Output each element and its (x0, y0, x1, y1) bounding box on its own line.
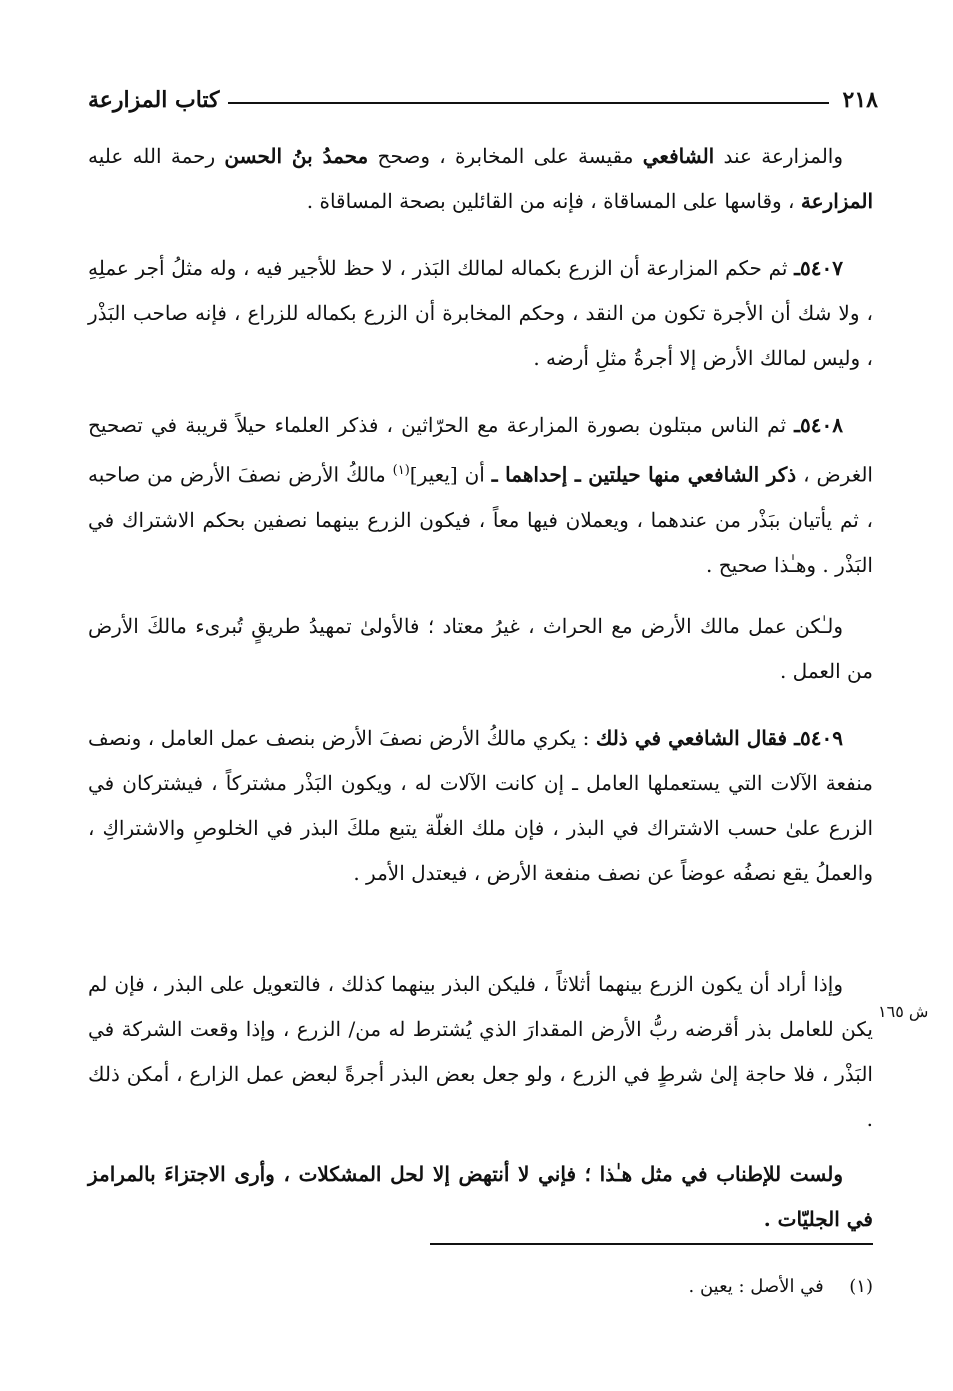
paragraph-5407 (88, 246, 873, 381)
p1-text-4: ، وقاسها على المساقاة ، فإنه من القائلين بصحة المساقاة . (306, 189, 801, 213)
body-block-5 (88, 716, 873, 896)
paragraph-6: وإذا أراد أن يكون الزرع بينهما أثلاثاً ، فليكن البذر بينهما كذلك ، فالتعويل على البذر ، فإن لم يكن للعامل بذر أقرضه ربُّ الأرض المقدارَ الذي يُشترط له من/ الزرع ، وإذا وقعت الشركة في البَذْر ، فلا حاجة إلىٰ شرطٍ في الزرع ، ولو جعل بعض البذر أجرةً لبعض عمل الزارع ، أمكن ذلك . (88, 972, 873, 1131)
p1-text-2: مقيسة على المخابرة ، وصحح (368, 144, 643, 168)
paragraph-4: ولـٰكن عمل مالك الأرض مع الحراث ، غيرُ معتاد ؛ فالأولىٰ تمهيدُ طريقٍ تُبرىء مالكَ الأرض من العمل . (88, 614, 873, 683)
p1-bold-3: المزارعة (800, 189, 873, 213)
margin-note: ش ١٦٥ (878, 1002, 929, 1021)
body-block-1 (88, 134, 873, 224)
footnote-separator (430, 1243, 873, 1245)
footnote-text: في الأصل : يعين . (688, 1276, 824, 1297)
p2-text: ثم حكم المزارعة أن الزرع بكماله لمالك البَذر ، لا حظ للأجير فيه ، وله مثلُ أجر عملِهِ ، ولا شك أن الأجرة تكون من النقد ، وحكم المخابرة أن الزرع بكماله للزراع ، فإنه صاحب البَذْر ، وليس لمالك الأرض إلا أجرةُ مثلِ أرضه . (88, 256, 873, 370)
section-number: ٥٤٠٩ـ (794, 726, 843, 750)
header-rule (228, 102, 829, 104)
p3-bold-1: ذكر الشافعي منها حيلتين ـ إحداهما ـ (491, 462, 797, 487)
body-block-3 (88, 403, 873, 588)
p3-text-1: ثم الناس مبتلون بصورة المزارعة مع الحرّاثين ، فذكر العلماء حيلاً قريبة في تصحيح الغرض ، (88, 413, 873, 487)
p5-text-1: : يكري مالكُ الأرض نصفَ الأرض بنصف عمل العامل ، ونصف منفعة الآلات التي يستعملها العامل ـ إن كانت الآلات له ، ويكون البَذْر مشتركاً ، فيشتركان في الزرع علىٰ حسب الاشتراك في البذر ، فإن ملك الغلّة يتبع ملكَ البذر في الخلوصِ والاشتراكِ ، والعملُ يقع نصفُه عوضاً عن نصف منفعة الأرض ، فيعتدل الأمر . (88, 726, 873, 885)
section-number: ٥٤٠٧ـ (794, 256, 843, 280)
p3-text-3: مالكُ الأرض نصفَ الأرض من صاحبه ، ثم يأتيان ببَذْر من عندهما ، ويعملان فيها معاً ، فيكون الزرع بينهما نصفين بحكم الاشتراك في البَذْر . وهـٰذا صحيح . (88, 462, 873, 577)
body-block-6 (88, 962, 873, 1142)
p1-bold-1: الشافعي (642, 144, 715, 168)
chapter-title: كتاب المزارعة (88, 87, 220, 113)
p1-bold-2: محمدُ بنُ الحسن (224, 144, 369, 168)
body-block-7 (88, 1152, 873, 1242)
body-block-4 (88, 604, 873, 694)
page-number: ٢١٨ (842, 87, 878, 113)
p5-bold-1: فقال الشافعي في ذلك (595, 726, 795, 750)
footnote (430, 1276, 873, 1297)
p1-text-1: والمزارعة عند (714, 144, 844, 168)
footnote-reference: (١) (392, 463, 410, 478)
body-block-2 (88, 246, 873, 381)
paragraph-1 (88, 134, 873, 224)
footnote-number: (١) (849, 1276, 873, 1297)
section-number: ٥٤٠٨ـ (794, 413, 843, 437)
running-header (88, 80, 878, 120)
paragraph-5409 (88, 716, 873, 896)
paragraph-5408 (88, 403, 873, 588)
p1-text-3: رحمة الله عليه (88, 144, 225, 168)
paragraph-7: ولست للإطناب في مثل هـٰذا ؛ فإني لا أنتهض إلا لحل المشكلات ، وأرى الاجتزاءَ بالمرامز في الجليّات . (88, 1162, 873, 1231)
p3-text-2: أن [يعير] (409, 462, 492, 487)
